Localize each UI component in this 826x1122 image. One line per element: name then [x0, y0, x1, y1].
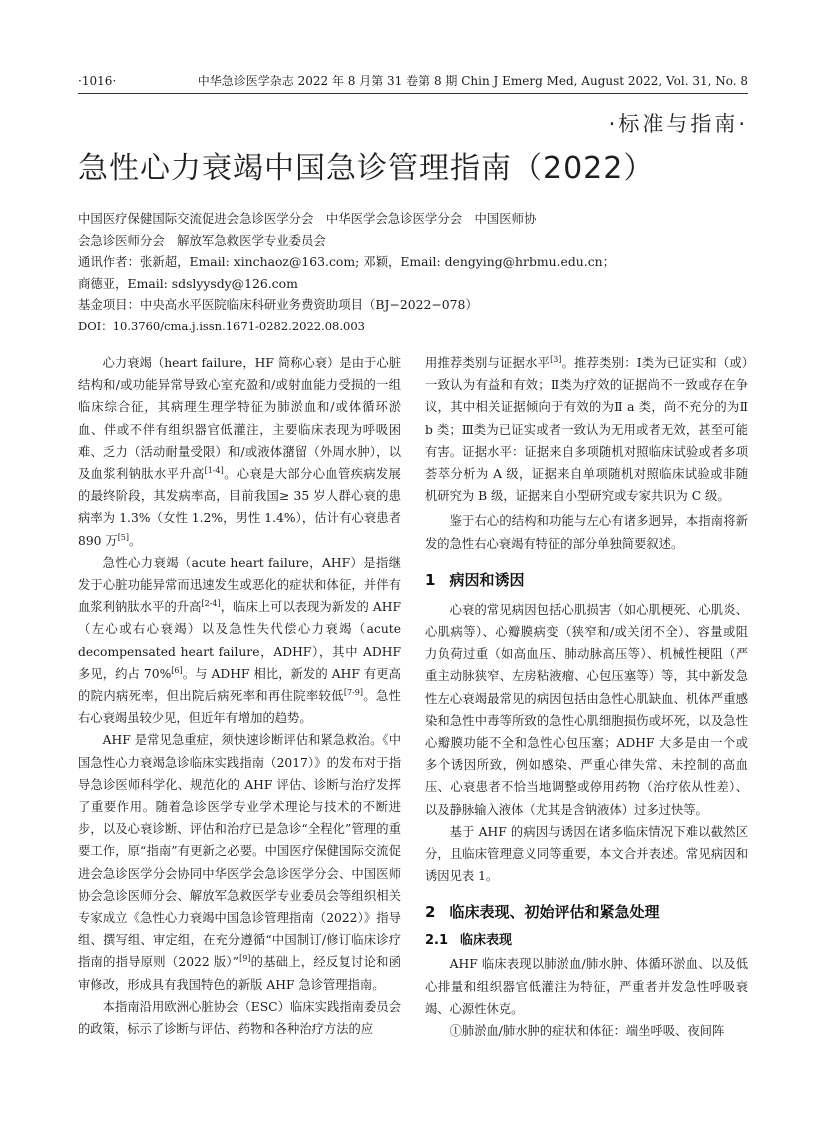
- corresponding-authors: 通讯作者：张新超，Email: xinchaoz@163.com; 邓颖，Email: dengying@hrbmu.edu.cn；: [78, 254, 616, 269]
- corresponding-authors: 商德亚，Email: sdslyysdy@126.com: [78, 275, 298, 291]
- citation[interactable]: [5]: [117, 532, 130, 542]
- funding: 基金项目：中央高水平医院临床科研业务费资助项目（BJ−2022−078）: [78, 297, 478, 312]
- paragraph: 鉴于右心的结构和功能与左心有诸多迥异，本指南将新发的急性右心衰竭有特征的部分单独简要叙述。: [425, 514, 748, 551]
- front-matter: [78, 208, 748, 337]
- paragraph: 本指南沿用欧洲心脏协会（ESC）临床实践指南委员会的政策，标示了诊断与评估、药物和各种治疗方法的应: [78, 999, 401, 1037]
- authors-line: 中国医疗保健国际交流促进会急诊医学分会 中华医学会急诊医学分会 中国医师协: [78, 211, 537, 226]
- paragraph: AHF 临床表现以肺淤血/肺水肿、体循环淤血、以及低心排量和组织器官低灌注为特征，严重者并发急性呼吸衰竭、心源性休克。: [425, 957, 748, 1016]
- citation[interactable]: [1-4]: [204, 465, 224, 475]
- subsection-heading: 2.1 临床表现: [425, 933, 513, 949]
- paragraph: 心衰的常见病因包括心肌损害（如心肌梗死、心肌炎、心肌病等）、心瓣膜病变（狭窄和/或关闭不全）、容量或阻力负荷过重（如高血压、肺动脉高压等）、机械性梗阻（严重主动脉狭窄、左房粘液瘤、心包压塞等）等，其中新发急性左心衰竭最常见的病因包括由急性心肌缺血、机体严重感染和急性中毒等所致的急性心肌细胞损伤或坏死，以及急性心瓣膜功能不全和急性心包压塞；ADHF 大多是由一个或多个诱因所致，例如感染、严重心律失常、未控制的高血压、心衰患者不恰当地调整或停用药物（治疗依从性差）、以及静脉输入液体（尤其是含钠液体）过多过快等。: [425, 602, 748, 817]
- right-column: [425, 352, 748, 1042]
- citation[interactable]: [3]: [550, 354, 562, 364]
- paragraph: 急性心力衰竭（acute heart failure，AHF）是指继发于心脏功能异常而迅速发生或恶化的症状和体征，并伴有血浆利钠肽水平的升高[2-4]，临床上可以表现为新发的 AHF（左心或右心衰竭）以及急性失代偿心力衰竭（acute decompensated heart failure，ADHF），其中 ADHF 多见，约占 70%[6]。与 ADHF 相比，新发的 AHF 有更高的院内病死率，但出院后病死率和再住院率较低[7-9]。急性右心衰竭虽较少见，但近年有增加的趋势。: [78, 555, 401, 726]
- paragraph: 心力衰竭（heart failure，HF 简称心衰）是由于心脏结构和/或功能异常导致心室充盈和/或射血能力受损的一组临床综合征，其病理生理学特征为肺淤血和/或体循环淤血、伴或不伴有组织器官低灌注，主要临床表现为呼吸困难、乏力（活动耐量受限）和/或液体潴留（外周水肿），以及血浆利钠肽水平升高[1-4]。心衰是大部分心血管疾病发展的最终阶段，其发病率高，目前我国≥ 35 岁人群心衰的患病率为 1.3%（女性 1.2%，男性 1.4%），估计有心衰患者 890 万[5]。: [78, 356, 401, 548]
- section-tag: ·标准与指南·: [608, 112, 748, 136]
- citation[interactable]: [7-9]: [343, 687, 363, 697]
- journal-citation: 中华急诊医学杂志 2022 年 8 月第 31 卷第 8 期 Chin J Emerg Med, August 2022, Vol. 31, No. 8: [197, 74, 748, 88]
- paragraph: 用推荐类别与证据水平[3]。推荐类别：Ⅰ类为已证实和（或）一致认为有益和有效；Ⅱ类为疗效的证据尚不一致或存在争议，其中相关证据倾向于有效的为Ⅱ a 类，尚不充分的为Ⅱ b 类；Ⅲ类为已证实或者一致认为无用或者无效，甚至可能有害。证据水平：证据来自多项随机对照临床试验或者多项荟萃分析为 A 级，证据来自单项随机对照临床试验或非随机研究为 B 级，证据来自小型研究或专家共识为 C 级。: [425, 354, 748, 504]
- authors-line: 会急诊医师分会 解放军急救医学专业委员会: [78, 232, 326, 248]
- citation[interactable]: [6]: [171, 665, 183, 675]
- paragraph: ①肺淤血/肺水肿的症状和体征：端坐呼吸、夜间阵: [449, 1024, 725, 1039]
- doi: DOI：10.3760/cma.j.issn.1671-0282.2022.08.003: [78, 318, 365, 333]
- citation[interactable]: [2-4]: [201, 599, 221, 609]
- section-heading: 2 临床表现、初始评估和紧急处理: [425, 903, 660, 922]
- left-column: [78, 352, 401, 1040]
- paragraph: AHF 是常见急重症，须快速诊断评估和紧急救治。《中国急性心力衰竭急诊临床实践指南（2017）》的发布对于指导急诊医师科学化、规范化的 AHF 评估、诊断与治疗发挥了重要作用。随着急诊医学专业学术理论与技术的不断进步，以及心衰诊断、评估和治疗已是急诊“全程化”管理的重要工作，原“指南”有更新之必要。中国医疗保健国际交流促进会急诊医学分会协同中华医学会急诊医学分会、中国医师协会急诊医师分会、解放军急救医学专业委员会等组织相关专家成立《急性心力衰竭中国急诊管理指南（2022）》指导组、撰写组、审定组，在充分遵循“中国制订/修订临床诊疗指南的指导原则（2022 版）”[9]的基础上，经反复讨论和函审修改，形成具有我国特色的新版 AHF 急诊管理指南。: [78, 733, 401, 992]
- citation[interactable]: [9]: [239, 954, 251, 964]
- header-rule: [78, 93, 748, 94]
- section-heading: 1 病因和诱因: [425, 570, 525, 589]
- article-title: 急性心力衰竭中国急诊管理指南（2022）: [78, 151, 655, 186]
- paragraph: 基于 AHF 的病因与诱因在诸多临床情况下难以截然区分，且临床管理意义同等重要，本文合并表述。常见病因和诱因见表 1。: [425, 824, 748, 884]
- page-number: ·1016·: [78, 74, 117, 88]
- running-header: [78, 72, 748, 90]
